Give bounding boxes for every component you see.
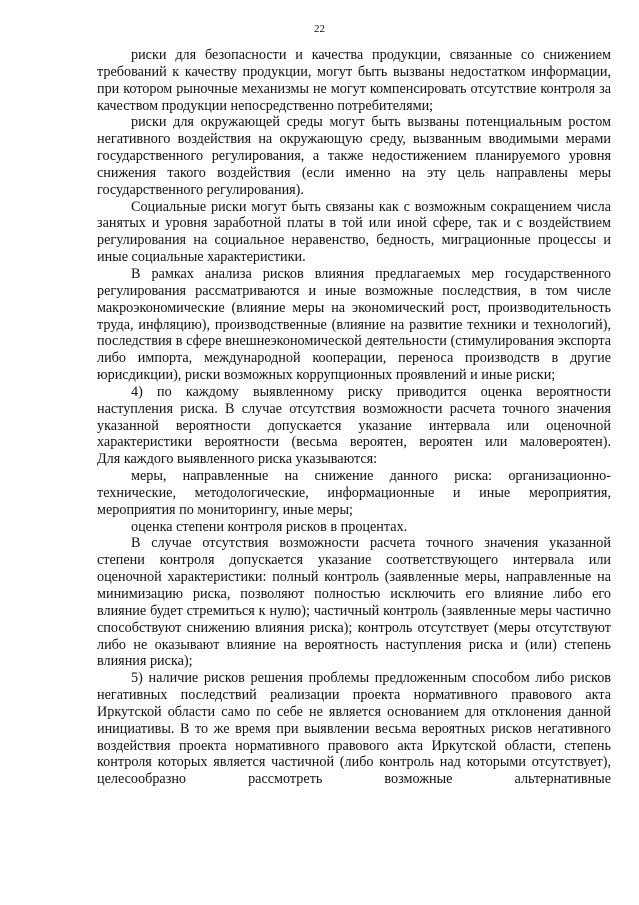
paragraph-control-degree: оценка степени контроля рисков в процентах. [131,518,408,535]
page-number: 22 [314,23,325,35]
paragraph-environment-risks: риски для окружающей среды могут быть вызваны потенциальным ростом негативного воздействия на окружающую среду, вызванным вводимыми мерами государственного регулирования, а также недостижением планируемого уровня снижения такого воздействия (если именно на эту цель направлены меры государственного регулирования). [97,114,611,198]
paragraph-for-each-risk: Для каждого выявленного риска указываются: [97,451,378,468]
document-body [97,47,611,788]
paragraph-mitigation-measures: меры, направленные на снижение данного риска: организационно-технические, методологические, информационные и иные мероприятия, мероприятия по мониторингу, иные меры; [97,468,611,518]
paragraph-social-risks: Социальные риски могут быть связаны как с возможным сокращением числа занятых и уровня заработной платы в той или иной сфере, так и с воздействием регулирования на социальное неравенство, бедность, миграционные процессы и иные социальные характеристики. [97,198,611,266]
paragraph-other-consequences: В рамках анализа рисков влияния предлагаемых мер государственного регулирования рассматриваются и иные возможные последствия, в том числе макроэкономические (влияние меры на экономический рост, производительность труда, инфляцию), производственные (влияние на развитие техники и технологий), последствия в сфере внешнеэкономической деятельности (стимулирования экспорта либо импорта, международной кооперации, переноса производств в другие юрисдикции), риски возможных коррупционных проявлений и иные риски; [97,265,611,384]
paragraph-item-5-risks: 5) наличие рисков решения проблемы предложенным способом либо рисков негативных последствий реализации проекта нормативного правового акта Иркутской области само по себе не является основанием для отклонения данной инициативы. В то же время при выявлении весьма вероятных рисков негативного воздействия проекта нормативного правового акта Иркутской области, степень контроля которых является частичной (либо контроль над которыми отсутствует), целесообразно рассмотреть возможные альтернативные [97,670,611,788]
paragraph-item-4-probability: 4) по каждому выявленному риску приводится оценка вероятности наступления риска. В случае отсутствия возможности расчета точного значения указанной вероятности допускается указание интервала или оценочной характеристики вероятности (весьма вероятен, вероятен или маловероятен). [97,383,611,451]
paragraph-safety-risks: риски для безопасности и качества продукции, связанные со снижением требований к качеству продукции, могут быть вызваны недостатком информации, при котором рыночные механизмы не могут компенсировать отсутствие контроля за качеством продукции непосредственно потребителями; [97,47,611,114]
paragraph-control-characteristics: В случае отсутствия возможности расчета точного значения указанной степени контроля допускается указание соответствующего интервала или оценочной характеристики: полный контроль (заявленные меры, направленные на минимизацию риска, позволяют полностью исключить его влияние либо его влияние будет стремиться к нулю); частичный контроль (заявленные меры частично способствуют снижению влияния риска); контроль отсутствует (меры отсутствуют либо не оказывают влияние на вероятность наступления риска и (или) степень влияния риска); [97,535,611,670]
